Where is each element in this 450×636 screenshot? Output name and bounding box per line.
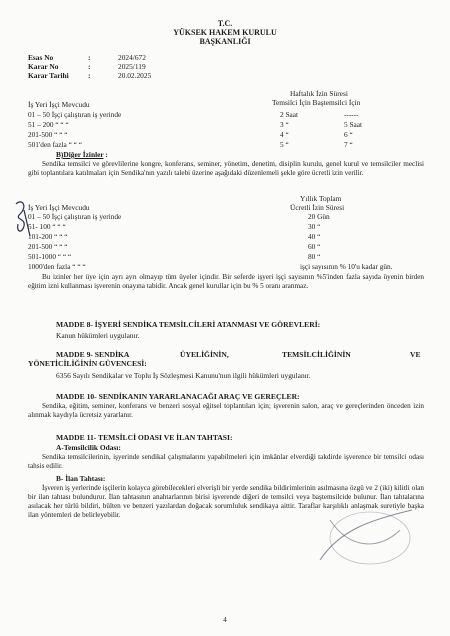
table1-head-right: Haftalık İzin Süresi [290, 89, 348, 98]
section-b-heading [56, 150, 108, 159]
madde10-title: MADDE 10- SENDİKANIN YARARLANACAĞI ARAÇ VE GEREÇLER: [56, 392, 300, 401]
madde9-title-membership: ÜYELİĞİNİN, [180, 350, 229, 359]
meta-sep: : [88, 71, 91, 80]
table-row [28, 252, 428, 261]
madde9-title-and: VE [410, 350, 421, 359]
table-row [28, 110, 428, 119]
madde10-paragraph [28, 402, 424, 420]
table-cell: 6 “ [344, 130, 353, 139]
table-cell: ------ [344, 110, 359, 119]
madde11-a-text: Sendika temsilcilerinin, işyerinde sendikal çalışmalarını yapabilmeleri için imkânlar elverdiği takdirde işverence bir temsilci odası tahsis edilir. [28, 453, 424, 471]
table-cell: işçi sayısının % 10'u kadar gün. [300, 262, 393, 271]
meta-value: 20.02.2025 [118, 71, 152, 80]
table-row [28, 242, 428, 251]
meta-label: Karar Tarihi [28, 71, 69, 80]
table-cell: 101-200 “ “ “ [28, 232, 68, 241]
table-cell: 501-1000 “ “ “ [28, 252, 72, 261]
table-cell: 2 Saat [280, 110, 299, 119]
table-cell: 1000'den fazla “ “ “ [28, 262, 86, 271]
table-row [28, 130, 428, 139]
meta-sep: : [88, 53, 91, 62]
table-cell: 4 “ [280, 130, 289, 139]
madde8-title: MADDE 8- İŞYERİ SENDİKA TEMSİLCİLERİ ATANMASI VE GÖREVLERİ: [56, 320, 321, 329]
meta-value: 2024/672 [118, 53, 146, 62]
meta-label: Esas No [28, 53, 54, 62]
madde11-a-paragraph [28, 453, 424, 471]
section-b-colon: : [105, 150, 108, 159]
header-court: YÜKSEK HAKEM KURULU [173, 28, 277, 37]
table-cell: 5 Saat [344, 120, 363, 129]
table-cell: 01 – 50 İşçi çalıştıran iş yerinde [28, 212, 122, 221]
table-cell: 7 “ [344, 140, 353, 149]
madde10-text: Sendika, eğitim, seminer, konferans ve benzeri sosyal eğitsel toplantıları için; işverenin salon, araç ve gereçlerinden önceden izin alınmak kaydıyla ücretsiz yararlanır. [28, 402, 424, 420]
limits-text: Bu izinler her üye için ayrı ayrı olmayıp tüm üyeler içindir. Bir seferde işyeri işçi sayısının %5'inden fazla sayıda üyenin birden eğitim izni kullanması işverenin onayına tabidir. Ancak genel kurullar için bu % 5 oranı aranmaz. [28, 273, 424, 291]
stamp-icon [300, 500, 418, 570]
table-row [28, 222, 428, 231]
table-row [28, 140, 428, 149]
table-cell: 60 “ [308, 242, 321, 251]
madde9-title-line2: YÖNETİCİLİĞİNİN GÜVENCESİ: [28, 359, 147, 368]
table-cell: 40 “ [308, 232, 321, 241]
table-cell: 501'den fazla “ “ “ [28, 140, 82, 149]
table2-head-left: İş Yeri İşçi Mevcudu [28, 203, 90, 212]
table-cell: 3 “ [280, 120, 289, 129]
limits-paragraph [28, 273, 424, 291]
table-cell: 80 “ [308, 252, 321, 261]
header-presidency: BAŞKANLIĞI [199, 37, 251, 46]
madde11-title: MADDE 11- TEMSİLCİ ODASI VE İLAN TAHTASI: [56, 433, 233, 442]
table2-head-right2: Ücretli İzin Süresi [290, 203, 345, 212]
signature-icon [8, 196, 36, 240]
table1-head-left: İş Yeri İşçi Mevcudu [28, 100, 90, 109]
table-row [28, 212, 428, 221]
table1-head-cols: Temsilci İçin Baştemsilci İçin [272, 98, 361, 107]
table-cell: 5 “ [280, 140, 289, 149]
madde8-text: Kanun hükümleri uygulanır. [56, 331, 140, 340]
table-row [28, 262, 438, 271]
madde9-text: 6356 Sayılı Sendikalar ve Toplu İş Sözleşmesi Kanunu'nun ilgili hükümleri uygulanır. [56, 371, 311, 380]
madde9-title-representation: TEMSİLCİLİĞİNİN [282, 350, 351, 359]
meta-label: Karar No [28, 62, 59, 71]
table-row [28, 232, 428, 241]
madde9-title-left: MADDE 9- SENDİKA [56, 350, 130, 359]
madde11-sub-b: B- İlan Tahtası: [56, 474, 106, 483]
header-tc: T.C. [217, 19, 233, 28]
table-cell: 201-500 “ “ “ [28, 242, 68, 251]
table-cell: 01 – 50 İşçi çalıştıran iş yerinde [28, 110, 122, 119]
table-cell: 201-500 “ “ “ [28, 130, 68, 139]
table-cell: 30 “ [308, 222, 321, 231]
table-cell: 51 – 200 “ “ “ [28, 120, 69, 129]
table2-head-right1: Yıllık Toplam [300, 194, 342, 203]
table-row [28, 120, 428, 129]
section-b-text: Sendika temsilci ve görevlilerine kongre, konferans, seminer, yönetim, denetim, disiplin kurulu, genel kurul ve temsilciler meclisi gibi toplantılara katılmaları için Sendika'nın yazılı talebi üzerine aşağıdaki düzenlemeli şekle göre ücretli izin verilir. [28, 160, 424, 178]
madde11-sub-a: A-Temsilcilik Odası: [56, 443, 121, 452]
madde11-b-text: İşveren iş yerlerinde işçilerin kolayca görebilecekleri elverişli bir yerde sendika bildirimlerinin asılmasına özgü ve 2 (iki) kilitli olan bir ilan tahtası bulundurur. İlan tahtasının anahtarlarının birisi işverende diğeri de temsilci veya baştemsilcide bulunur. İlan tahtalarına asılacak her türlü bildiri, bülten ve benzeri yazılardan doğacak sorumluluk sendikaya aittir. Taraflar karşılıklı anlaşmak suretiyle başka ilan yöntemleri de belirleyebilir. [28, 484, 424, 520]
meta-value: 2025/119 [118, 62, 146, 71]
meta-sep: : [88, 62, 91, 71]
table-cell: 20 Gün [308, 212, 330, 221]
table-cell: 51- 100 “ “ “ [28, 222, 66, 231]
section-b-title: B)Diğer İzinler [56, 150, 104, 159]
page-number: 4 [223, 616, 227, 624]
section-b-paragraph [28, 160, 424, 178]
